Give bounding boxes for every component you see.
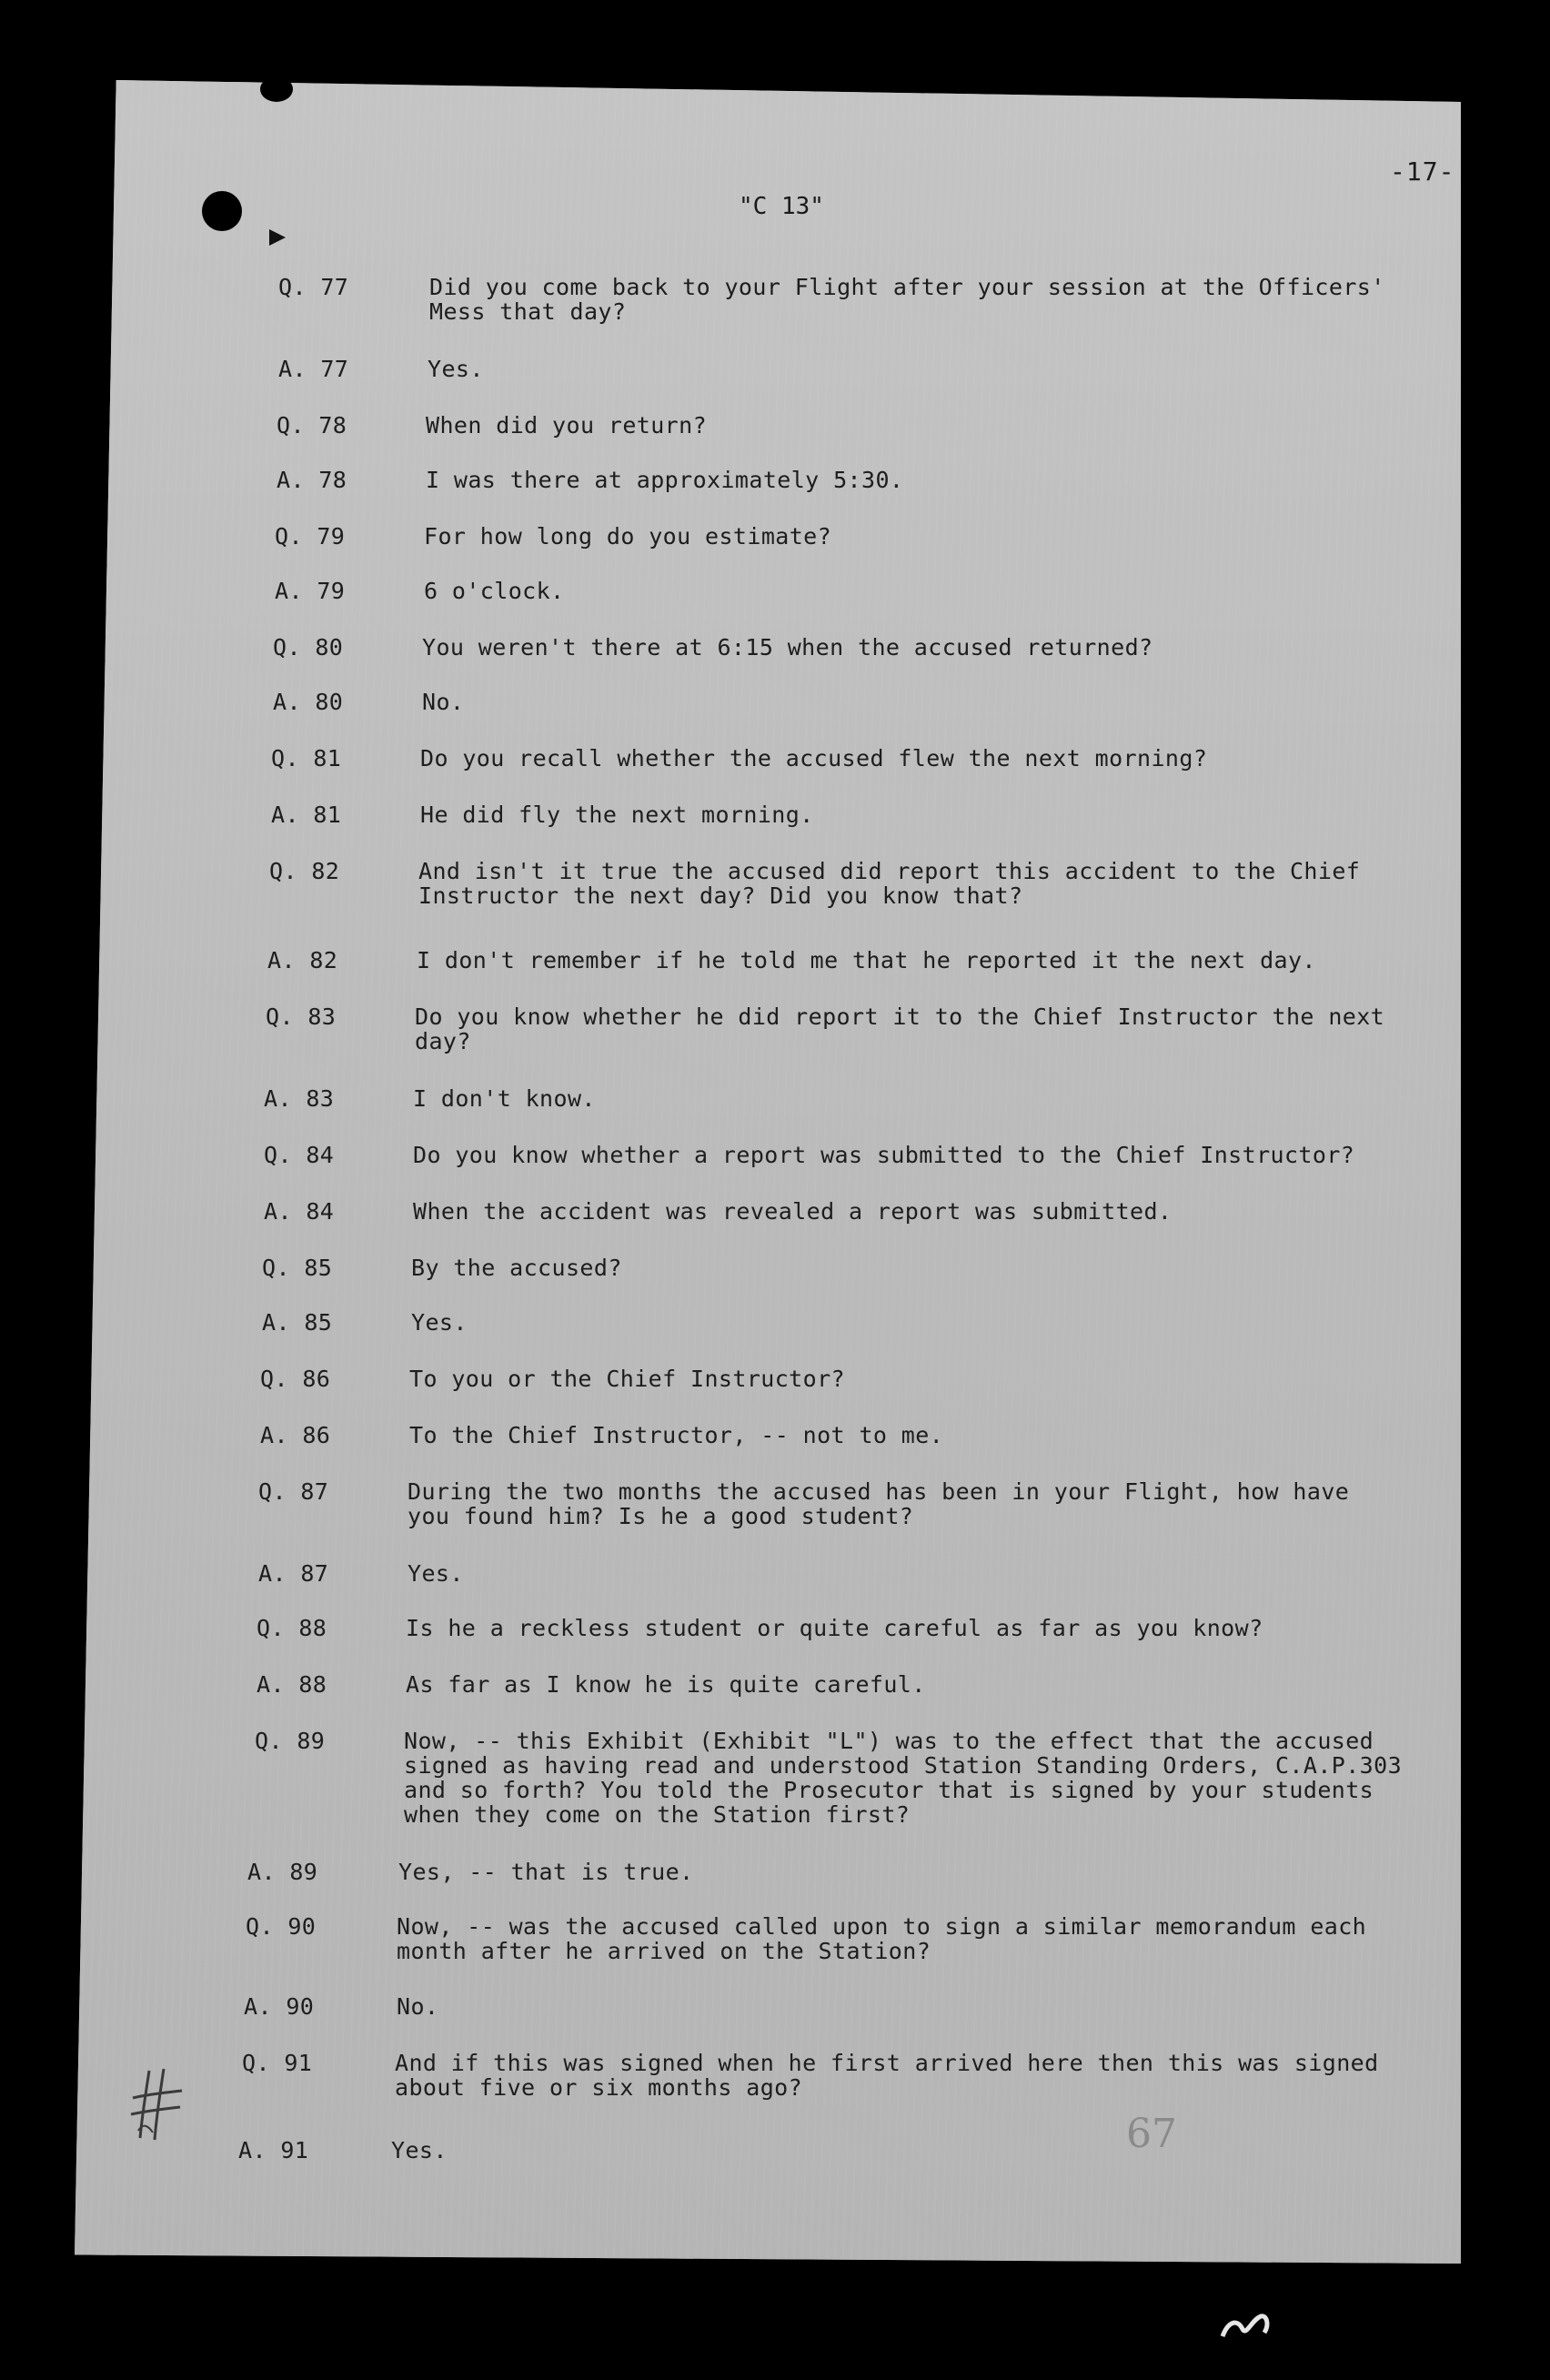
entry-text: Now, -- was the accused called upon to sign a similar memorandum each month after he arrived on the Station?: [397, 1913, 1367, 1964]
entry-text: You weren't there at 6:15 when the accused returned?: [422, 634, 1153, 661]
entry-text: I was there at approximately 5:30.: [426, 467, 904, 493]
handwritten-hash-mark: [129, 2067, 184, 2142]
entry-label: A. 82: [267, 947, 338, 973]
entry-label: Q. 89: [255, 1728, 326, 1754]
entry-text: When did you return?: [426, 412, 708, 439]
entry-label: Q. 84: [264, 1142, 335, 1168]
entry-text: And if this was signed when he first arrived here then this was signed about five or six months ago?: [395, 2050, 1379, 2101]
entry-text: Do you recall whether the accused flew the next morning?: [420, 745, 1208, 771]
entry-label: A. 88: [257, 1671, 327, 1698]
entry-text: Yes.: [411, 1309, 468, 1336]
page-number: -17-: [1390, 156, 1455, 187]
entry-text: To you or the Chief Instructor?: [409, 1366, 845, 1392]
entry-label: A. 78: [277, 467, 347, 493]
entry-text: He did fly the next morning.: [420, 802, 814, 828]
entry-label: A. 84: [264, 1198, 335, 1225]
punch-hole-top: [260, 76, 293, 102]
entry-label: Q. 80: [273, 634, 344, 661]
entry-label: Q. 87: [258, 1478, 329, 1505]
entry-label: A. 77: [278, 356, 349, 382]
entry-text: Is he a reckless student or quite careful as far as you know?: [406, 1615, 1263, 1641]
handwritten-page-stamp: 67: [1126, 2111, 1177, 2157]
entry-text: Now, -- this Exhibit (Exhibit "L") was to the effect that the accused signed as having read and understood Station Standing Orders, C.A.P.303 and so forth? You told the Prosecutor that is signed by your students when they come on the Station first?: [404, 1728, 1403, 1828]
entry-text: Do you know whether he did report it to the Chief Instructor the next day?: [415, 1003, 1385, 1054]
entry-text: No.: [422, 689, 465, 715]
entry-label: A. 79: [275, 578, 346, 604]
entry-label: Q. 83: [266, 1003, 337, 1030]
entry-label: Q. 78: [277, 412, 347, 439]
entry-text: Did you come back to your Flight after your session at the Officers' Mess that day?: [429, 274, 1385, 325]
entry-text: And isn't it true the accused did report this accident to the Chief Instructor the next day? Did you know that?: [418, 858, 1361, 909]
entry-label: A. 85: [262, 1309, 333, 1336]
entry-text: Do you know whether a report was submitted to the Chief Instructor?: [413, 1142, 1355, 1168]
entry-label: Q. 82: [269, 858, 340, 884]
entry-label: A. 89: [247, 1859, 318, 1885]
entry-text: As far as I know he is quite careful.: [406, 1671, 926, 1698]
arrow-mark: [269, 229, 286, 246]
entry-label: A. 87: [258, 1560, 329, 1587]
entry-text: To the Chief Instructor, -- not to me.: [409, 1422, 944, 1448]
entry-label: Q. 85: [262, 1255, 333, 1281]
entry-label: Q. 81: [271, 745, 342, 771]
entry-text: During the two months the accused has been in your Flight, how have you found him? Is he a good student?: [408, 1478, 1350, 1529]
corner-scribble: [1219, 2309, 1273, 2345]
entry-text: By the accused?: [411, 1255, 622, 1281]
document-header: "C 13": [739, 193, 824, 220]
entry-label: A. 86: [260, 1422, 331, 1448]
entry-label: A. 90: [244, 1993, 315, 2020]
entry-text: Yes.: [428, 356, 484, 382]
entry-text: For how long do you estimate?: [424, 523, 832, 550]
entry-label: Q. 77: [278, 274, 349, 300]
entry-label: Q. 90: [246, 1913, 317, 1940]
entry-label: Q. 88: [257, 1615, 327, 1641]
entry-text: I don't know.: [413, 1085, 596, 1112]
entry-text: 6 o'clock.: [424, 578, 565, 604]
entry-label: Q. 91: [242, 2050, 313, 2076]
entry-text: Yes, -- that is true.: [398, 1859, 694, 1885]
entry-label: A. 81: [271, 802, 342, 828]
entry-text: When the accident was revealed a report was submitted.: [413, 1198, 1173, 1225]
entry-label: A. 80: [273, 689, 344, 715]
punch-hole-left: [202, 191, 242, 231]
entry-text: Yes.: [391, 2137, 448, 2163]
entry-text: No.: [397, 1993, 439, 2020]
entry-text: I don't remember if he told me that he reported it the next day.: [417, 947, 1316, 973]
entry-label: Q. 79: [275, 523, 346, 550]
entry-label: A. 83: [264, 1085, 335, 1112]
entry-text: Yes.: [408, 1560, 464, 1587]
entry-label: A. 91: [238, 2137, 309, 2163]
entry-label: Q. 86: [260, 1366, 331, 1392]
